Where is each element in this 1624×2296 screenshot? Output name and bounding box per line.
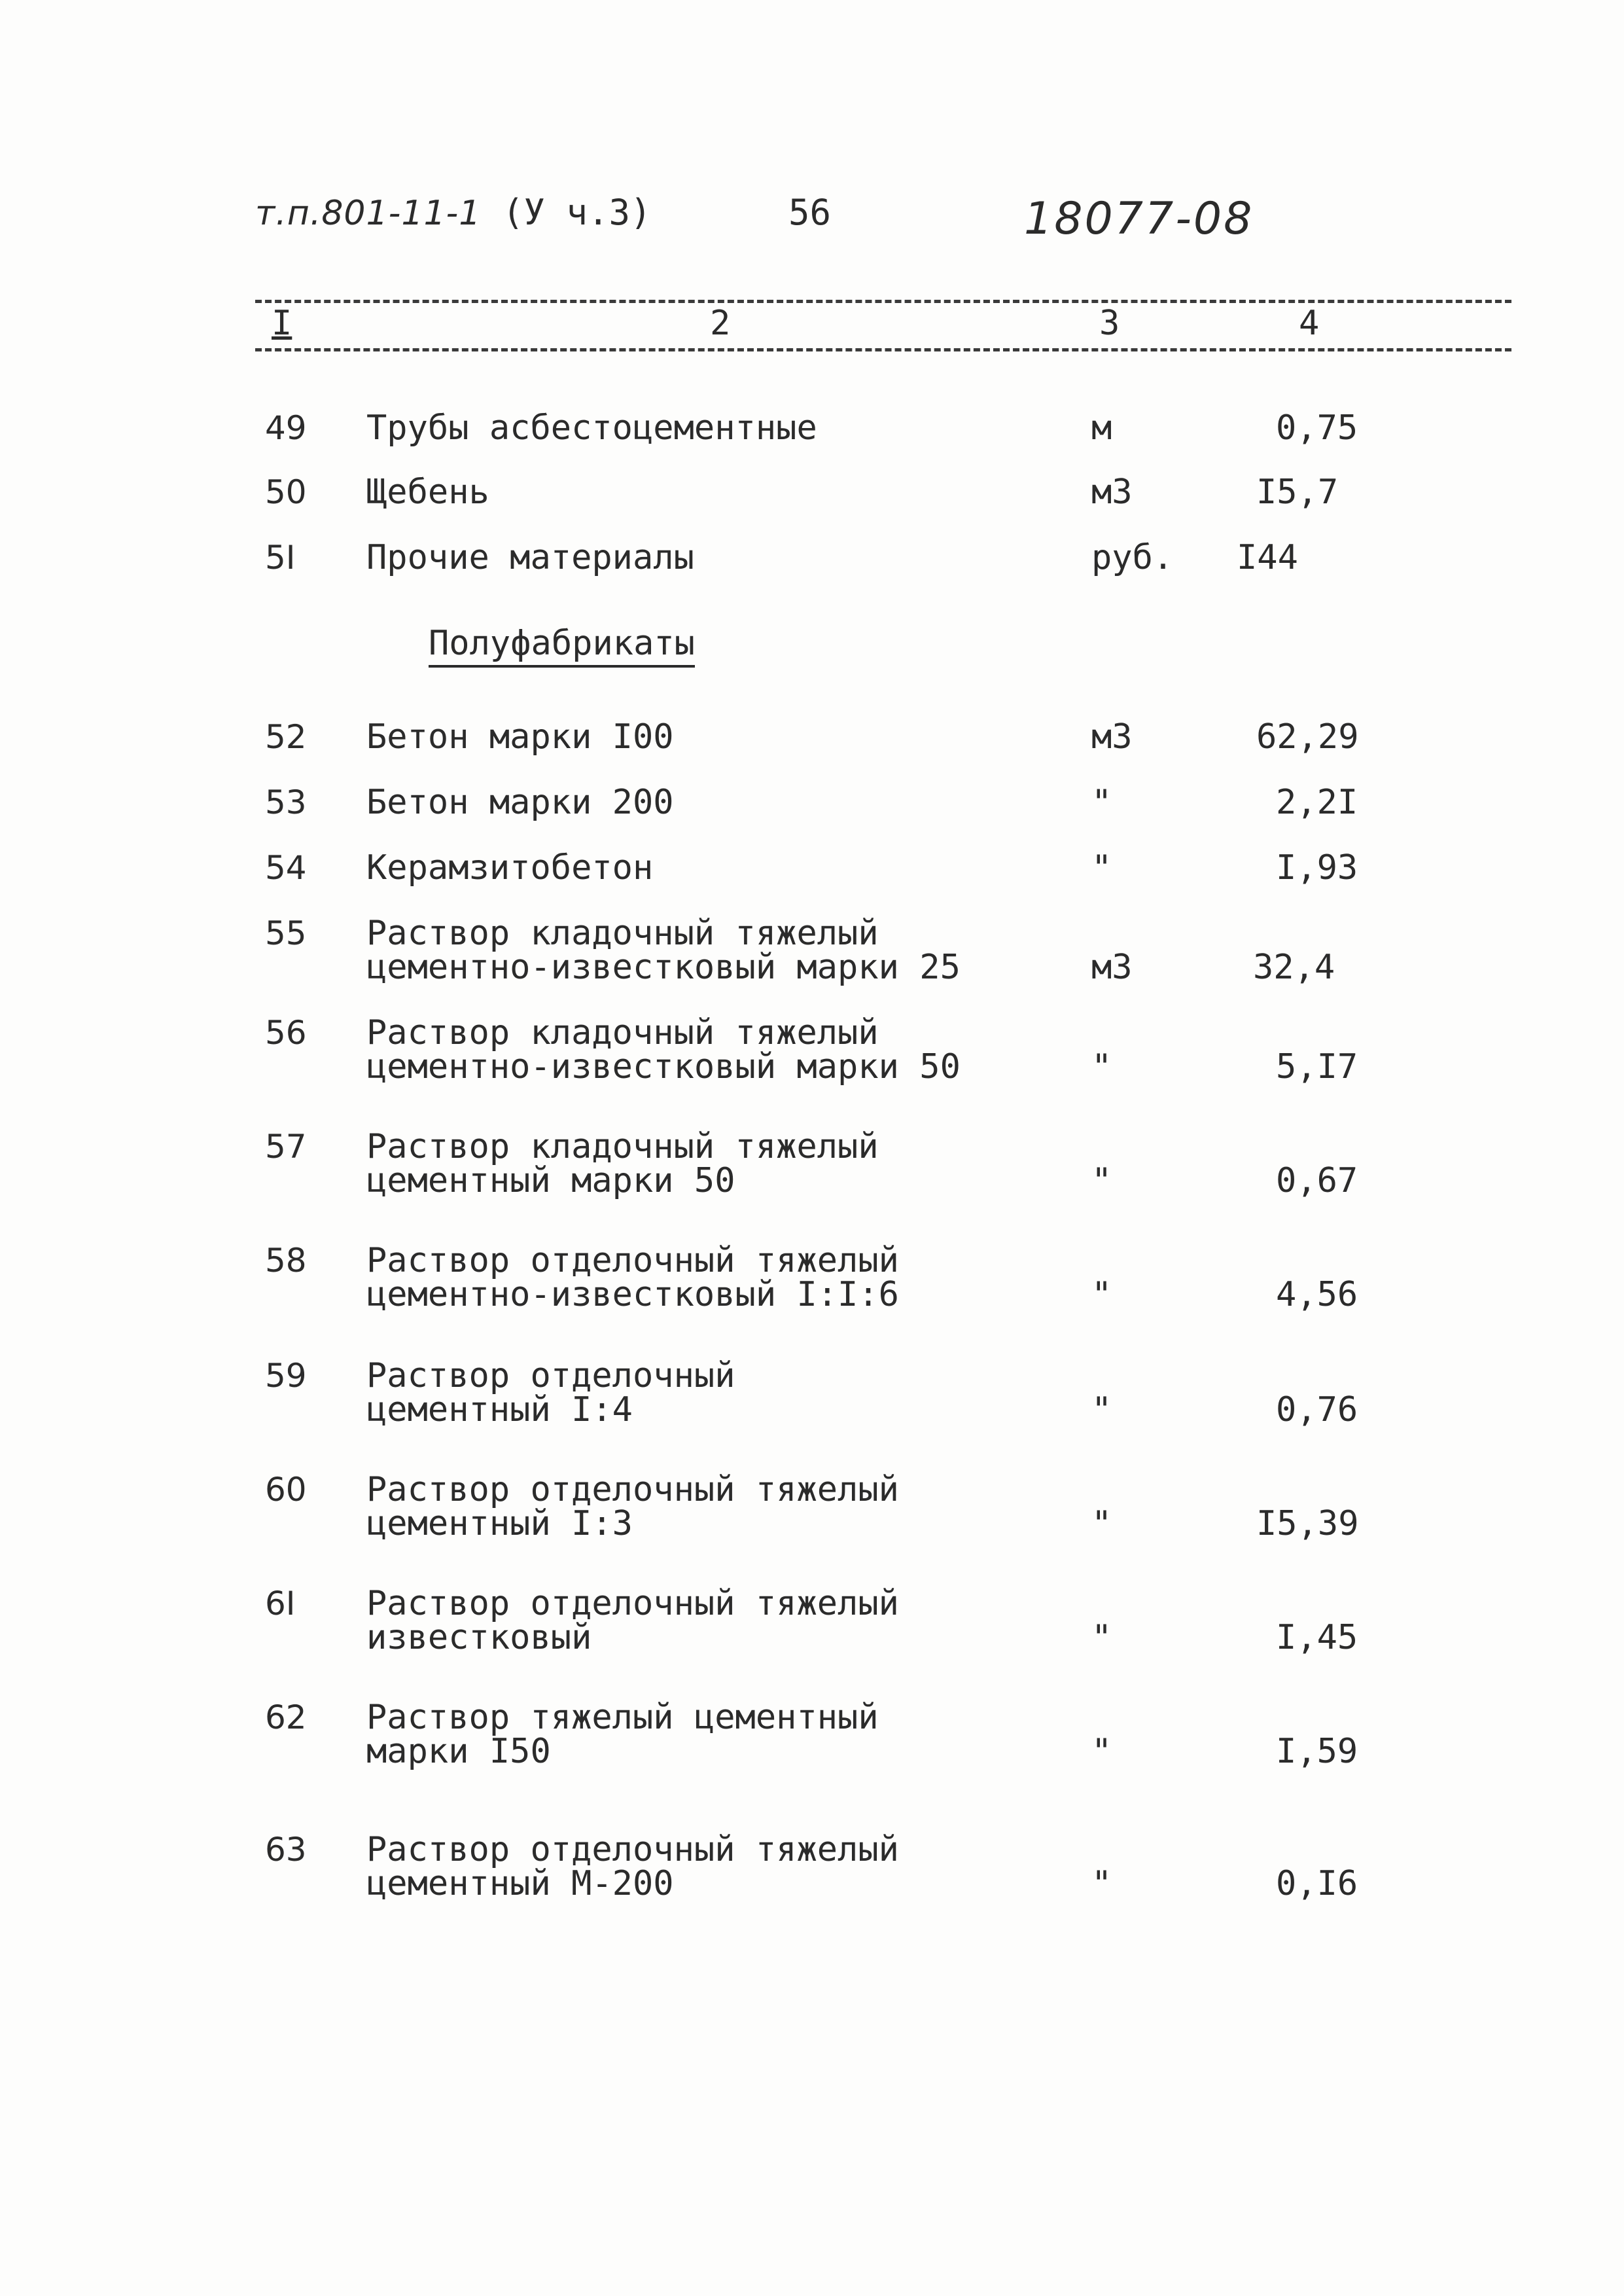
unit: м3 (1091, 717, 1133, 757)
material-name: Раствор отделочный тяжелый цементно-известковый I:I:6 (366, 1241, 899, 1314)
material-name: Раствор отделочный тяжелый цементный I:3 (366, 1470, 899, 1543)
row-number: 63 (265, 1831, 307, 1869)
unit: " (1091, 848, 1112, 888)
material-name: Щебень (366, 473, 489, 512)
material-name: Раствор кладочный тяжелый цементно-известковый марки 50 (366, 1013, 961, 1086)
column-header-2: 2 (710, 304, 731, 343)
header-bottom-rule (255, 348, 1511, 351)
unit: " (1091, 1618, 1112, 1657)
row-number: 62 (265, 1698, 307, 1736)
material-name: Раствор отделочный тяжелый цементный М-200 (366, 1830, 899, 1903)
material-name: Прочие материалы (366, 538, 694, 577)
row-number: 59 (265, 1357, 307, 1395)
row-number: 60 (265, 1471, 307, 1509)
row-number: 55 (265, 914, 307, 952)
column-header-3: 3 (1099, 304, 1120, 343)
column-header-1: I (272, 304, 292, 343)
unit: " (1091, 783, 1112, 822)
row-number: 5I (265, 539, 296, 577)
quantity: 0,67 (1276, 1161, 1358, 1200)
row-number: 54 (265, 849, 307, 887)
row-number: 57 (265, 1128, 307, 1166)
unit: м (1091, 408, 1112, 448)
material-name: Трубы асбестоцементные (366, 408, 817, 448)
volume-reference: (У ч.3) (502, 192, 652, 233)
unit: " (1091, 1390, 1112, 1429)
quantity: I5,7 (1256, 473, 1339, 512)
material-name: Раствор кладочный тяжелый цементно-известковый марки 25 (366, 914, 961, 987)
quantity: I,93 (1276, 848, 1358, 888)
unit: м3 (1091, 473, 1133, 512)
unit: " (1091, 1864, 1112, 1903)
document-code (255, 190, 651, 236)
quantity: 62,29 (1256, 717, 1359, 757)
quantity: 5,I7 (1276, 1047, 1358, 1086)
quantity: 4,56 (1276, 1275, 1358, 1314)
unit: " (1091, 1275, 1112, 1314)
document-number: 18077-08 (1024, 193, 1254, 245)
quantity: I,45 (1276, 1618, 1358, 1657)
row-number: 53 (265, 783, 307, 821)
row-number: 49 (265, 409, 307, 447)
unit: " (1091, 1732, 1112, 1771)
quantity: I5,39 (1256, 1504, 1359, 1543)
quantity: 0,76 (1276, 1390, 1358, 1429)
quantity: 2,2I (1276, 783, 1358, 822)
material-name: Раствор отделочный тяжелый известковый (366, 1584, 899, 1657)
unit: руб. (1091, 538, 1174, 577)
column-header-4: 4 (1299, 304, 1320, 343)
header-top-rule (255, 300, 1511, 303)
row-number: 50 (265, 473, 307, 511)
quantity: I44 (1237, 538, 1298, 577)
page-number: 56 (788, 192, 832, 233)
section-title: Полуфабрикаты (429, 623, 695, 668)
quantity: 0,75 (1276, 408, 1358, 448)
unit: " (1091, 1047, 1112, 1086)
handwritten-project-code: т.п.801-11-1 (255, 194, 482, 233)
quantity: I,59 (1276, 1732, 1358, 1771)
unit: " (1091, 1161, 1112, 1200)
material-name: Раствор отделочный цементный I:4 (366, 1356, 735, 1429)
row-number: 56 (265, 1014, 307, 1052)
unit: " (1091, 1504, 1112, 1543)
row-number: 52 (265, 718, 307, 756)
quantity: 0,I6 (1276, 1864, 1358, 1903)
material-name: Раствор тяжелый цементный марки I50 (366, 1698, 879, 1771)
material-name: Бетон марки 200 (366, 783, 674, 822)
material-name: Керамзитобетон (366, 848, 654, 888)
material-name: Раствор кладочный тяжелый цементный марки 50 (366, 1127, 879, 1200)
material-name: Бетон марки I00 (366, 717, 674, 757)
unit: м3 (1091, 948, 1133, 987)
row-number: 58 (265, 1242, 307, 1280)
quantity: 32,4 (1253, 948, 1335, 987)
row-number: 6I (265, 1585, 296, 1623)
